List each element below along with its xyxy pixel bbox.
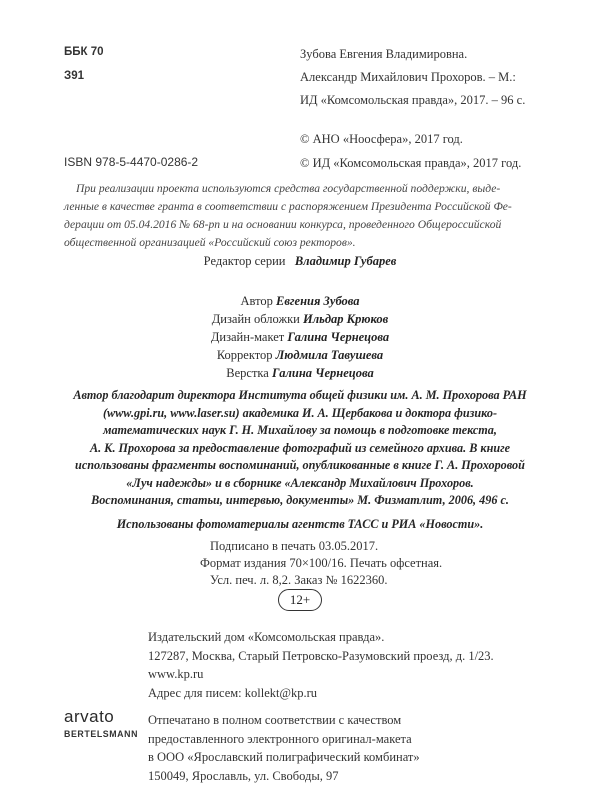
publisher-line: 127287, Москва, Старый Петровско-Разумовский проезд, д. 1/23. <box>148 648 494 663</box>
publisher-link[interactable]: www.kp.ru <box>148 667 204 682</box>
citation-line: Зубова Евгения Владимировна. <box>300 47 468 61</box>
print-info-line: Подписано в печать 03.05.2017. <box>210 539 379 553</box>
copyright-line: © АНО «Ноосфера», 2017 год. <box>300 132 463 146</box>
credit-line: Дизайн обложки Ильдар Крюков <box>211 312 389 326</box>
printer-line: 150049, Ярославль, ул. Свободы, 97 <box>148 768 339 783</box>
publisher-email[interactable]: Адрес для писем: kollekt@kp.ru <box>148 685 318 700</box>
citation-line: ИД «Комсомольская правда», 2017. – 96 с. <box>300 93 526 107</box>
citation-line: Александр Михайлович Прохоров. – М.: <box>300 70 516 84</box>
credit-line: Автор Евгения Зубова <box>240 294 360 308</box>
grant-notice-line: дерации от 05.04.2016 № 68-рп и на основании конкурса, проведенного Общероссийской <box>64 218 502 231</box>
isbn: ISBN 978-5-4470-0286-2 <box>64 155 199 169</box>
series-editor <box>0 253 600 270</box>
acknowledgement-line: математических наук Г. Н. Михайлову за помощь в подготовке текста, <box>103 423 497 437</box>
grant-notice-line: При реализации проекта используются средства государственной поддержки, выде- <box>76 182 501 195</box>
print-info-line: Усл. печ. л. 8,2. Заказ № 1622360. <box>210 573 388 587</box>
bbk-code: ББК 70 <box>64 46 104 58</box>
acknowledgement-line: «Луч надежды» и в сборнике «Александр Михайлович Прохоров. <box>126 475 474 490</box>
series-editor-name: Владимир Губарев <box>294 254 397 268</box>
copyright-line: © ИД «Комсомольская правда», 2017 год. <box>300 156 522 170</box>
bertelsmann-logo: BERTELSMANN <box>64 729 139 739</box>
series-editor-label: Редактор серии <box>203 254 286 268</box>
age-rating-badge: 12+ <box>278 589 322 611</box>
arvato-logo: arvato <box>64 707 115 726</box>
photo-credit: Использованы фотоматериалы агентств ТАСС и РИА «Новости». <box>116 517 484 531</box>
acknowledgement-line: (www.gpi.ru, www.laser.su) академика И. А. Щербакова и доктора физико- <box>102 405 498 420</box>
grant-notice-line: ленные в качестве гранта в соответствии с распоряжением Президента Российской Фе- <box>64 200 512 213</box>
publisher-line: Издательский дом «Комсомольская правда». <box>148 630 385 644</box>
credit-line: Верстка Галина Чернецова <box>226 366 374 380</box>
printer-line: Отпечатано в полном соответствии с качеством <box>148 713 402 727</box>
printer-line: предоставленного электронного оригинал-макета <box>148 731 412 746</box>
credit-line: Корректор Людмила Тавушева <box>216 348 384 362</box>
grant-notice-line: общественной организацией «Российский союз ректоров». <box>64 236 356 249</box>
acknowledgement-line: Автор благодарит директора Института общей физики им. А. М. Прохорова РАН <box>73 388 527 402</box>
credit-line: Дизайн-макет Галина Чернецова <box>210 330 390 344</box>
acknowledgement-line: использованы фрагменты воспоминаний, опубликованные в книге Г. А. Прохоровой <box>75 458 525 472</box>
acknowledgement-line: Воспоминания, статьи, интервью, документы» М. Физматлит, 2006, 496 с. <box>91 493 509 507</box>
acknowledgement-line: А. К. Прохорова за предоставление фотографий из семейного архива. В книге <box>89 440 511 455</box>
author-mark: З91 <box>64 70 84 82</box>
print-info-line: Формат издания 70×100/16. Печать офсетная. <box>200 556 443 570</box>
printer-line: в ООО «Ярославский полиграфический комбинат» <box>148 750 420 765</box>
